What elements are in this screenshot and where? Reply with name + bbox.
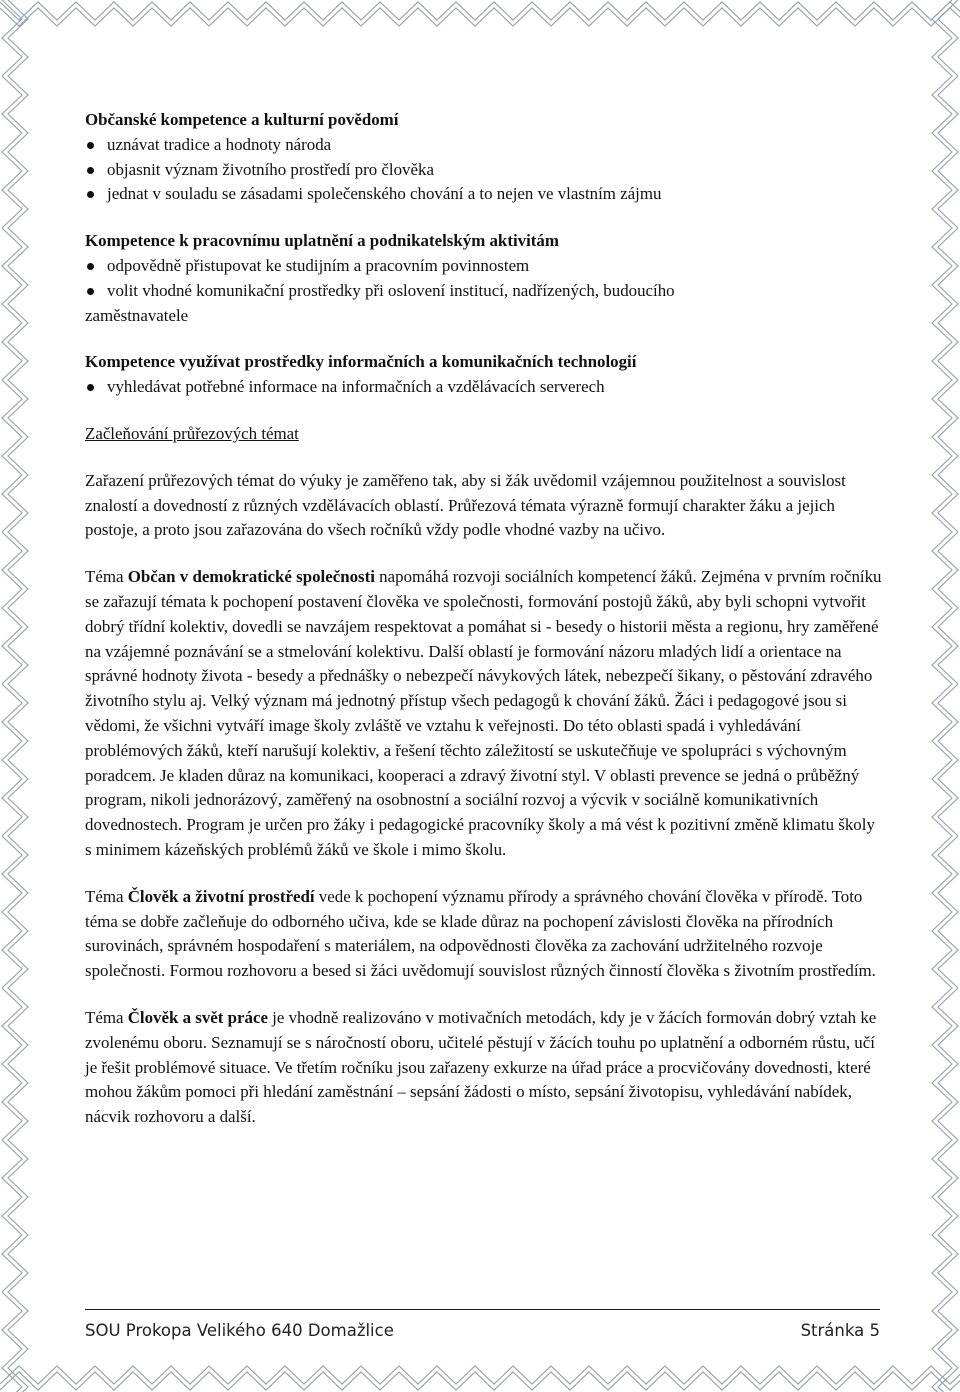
list-item-continuation: zaměstnavatele bbox=[85, 305, 189, 325]
list-item: jednat v souladu se zásadami společenského chování a to nejen ve vlastním zájmu bbox=[85, 182, 885, 207]
zigzag-border-line bbox=[938, 0, 958, 1392]
bullet-list-work bbox=[85, 254, 885, 304]
list-item: volit vhodné komunikační prostředky při oslovení institucí, nadřízených, budoucího bbox=[85, 279, 885, 304]
list-item: uznávat tradice a hodnoty národa bbox=[85, 133, 885, 158]
paragraph-intro: Zařazení průřezových témat do výuky je zaměřeno tak, aby si žák uvědomil vzájemnou použitelnost a souvislost znalostí a dovedností z různých vzdělávacích oblastí. Průřezová témata výrazně formují charakter žáku a jejich postoje, a proto jsou zařazována do všech ročníků vždy podle vhodné vazby na učivo. bbox=[85, 470, 846, 540]
paragraph-citizen-theme bbox=[85, 565, 885, 863]
paragraph-text: je vhodně realizováno v motivačních metodách, kdy je v žácích formován dobrý vztah ke zvolenému oboru. Seznamují se s náročností oboru, učitelé pěstují v žácích touhu po uplatnění a odborném růstu, učí je řešit problémové situace. Ve třetím ročníku jsou zařazeny exkurze na úřad práce a procvičovány dovednosti, které mohou žákům pomoci při hledání zaměstnání – sepsání žádosti o místo, sepsání životopisu, vyhledávání nabídek, nácvik rozhovoru a další. bbox=[85, 1007, 877, 1127]
footer-school-name: SOU Prokopa Velikého 640 Domažlice bbox=[85, 1321, 394, 1340]
zigzag-border-line bbox=[8, 0, 28, 1392]
zigzag-border-line bbox=[0, 2, 960, 20]
theme-name-citizen: Občan v demokratické společnosti bbox=[127, 567, 375, 587]
heading-civic-competences: Občanské kompetence a kulturní povědomí bbox=[85, 110, 399, 129]
theme-name-work: Člověk a svět práce bbox=[127, 1007, 268, 1027]
zigzag-border-line bbox=[0, 8, 960, 26]
list-item: vyhledávat potřebné informace na informačních a vzdělávacích serverech bbox=[85, 375, 885, 400]
heading-ict-competences: Kompetence využívat prostředky informačních a komunikačních technologií bbox=[85, 352, 637, 372]
section-ict bbox=[85, 350, 885, 400]
list-item: objasnit význam životního prostředí pro člověka bbox=[85, 158, 885, 183]
page-footer bbox=[85, 1321, 880, 1340]
paragraph-text: napomáhá rozvoji sociálních kompetencí žáků. Zejména v prvním ročníku se zařazují témata k pochopení postavení člověka ve společnosti, formování postojů žáků, aby byli schopni vytvořit dobrý třídní kolektiv, dovedli se navzájem respektovat a pomáhat si - besedy o historii města a regionu, hry zaměřené na vzájemné poznávání se a stmelování kolektivu. Další oblastí je formování názoru mladých lidí a orientace na správné hodnoty života - besedy a přednášky o nebezpečí návykových látek, nebezpečí šikany, o pěstování zdravého životního stylu aj. Velký význam má jednotný přístup všech pedagogů k chování žáků. Žáci i pedagogové jsou si vědomi, že všichni vytváří image školy zvláště ve vztahu k veřejnosti. Do této oblasti spadá i vyhledávání problémových žáků, kteří narušují kolektiv, a řešení těchto záležitostí se uskutečňuje ve spolupráci s výchovným poradcem. Je kladen důraz na komunikaci, kooperaci a zdravý životní styl. V oblasti prevence se jedná o průběžný program, nikoli jednorázový, zaměřený na osobnostní a sociální rozvoj a výcvik v sociálně komunikativních dovednostech. Program je určen pro žáky i pedagogické pracovníky školy a má vést k pozitivní změně klimatu školy s minimem kázeňských problémů žáků ve škole i mimo školu. bbox=[85, 567, 882, 859]
theme-name-environment: Člověk a životní prostředí bbox=[127, 886, 315, 906]
paragraph-text: vede k pochopení významu přírody a správného chování člověka v přírodě. Toto téma se dobře začleňuje do odborného učiva, kde se klade důraz na pochopení závislosti člověka na přírodních surovinách, správném hospodaření s materiálem, na odpovědnosti člověka za zachování udržitelného rozvoje společnosti. Formou rozhovoru a besed si žáci uvědomují souvislost různých činností člověka s životním prostředím. bbox=[85, 886, 876, 981]
theme-prefix: Téma bbox=[85, 567, 128, 587]
bullet-list-civic bbox=[85, 133, 885, 207]
footer-rule bbox=[85, 1309, 880, 1310]
zigzag-border-line bbox=[932, 0, 952, 1392]
paragraph-work-theme bbox=[85, 1006, 885, 1130]
footer-page-number: Stránka 5 bbox=[800, 1321, 880, 1340]
section-civic bbox=[85, 108, 885, 207]
list-item: odpovědně přistupovat ke studijním a pracovním povinnostem bbox=[85, 254, 885, 279]
theme-prefix: Téma bbox=[85, 1007, 128, 1027]
zigzag-border-line bbox=[0, 1372, 960, 1390]
bullet-list-ict bbox=[85, 375, 885, 400]
zigzag-border-line bbox=[2, 0, 22, 1392]
heading-work-competences: Kompetence k pracovnímu uplatnění a podnikatelským aktivitám bbox=[85, 231, 559, 251]
section-work bbox=[85, 229, 885, 328]
theme-prefix: Téma bbox=[85, 886, 128, 906]
subheading-cross-curricular: Začleňování průřezových témat bbox=[85, 423, 299, 443]
zigzag-border-line bbox=[0, 1366, 960, 1384]
document-body bbox=[85, 108, 885, 1130]
paragraph-environment-theme bbox=[85, 885, 885, 984]
